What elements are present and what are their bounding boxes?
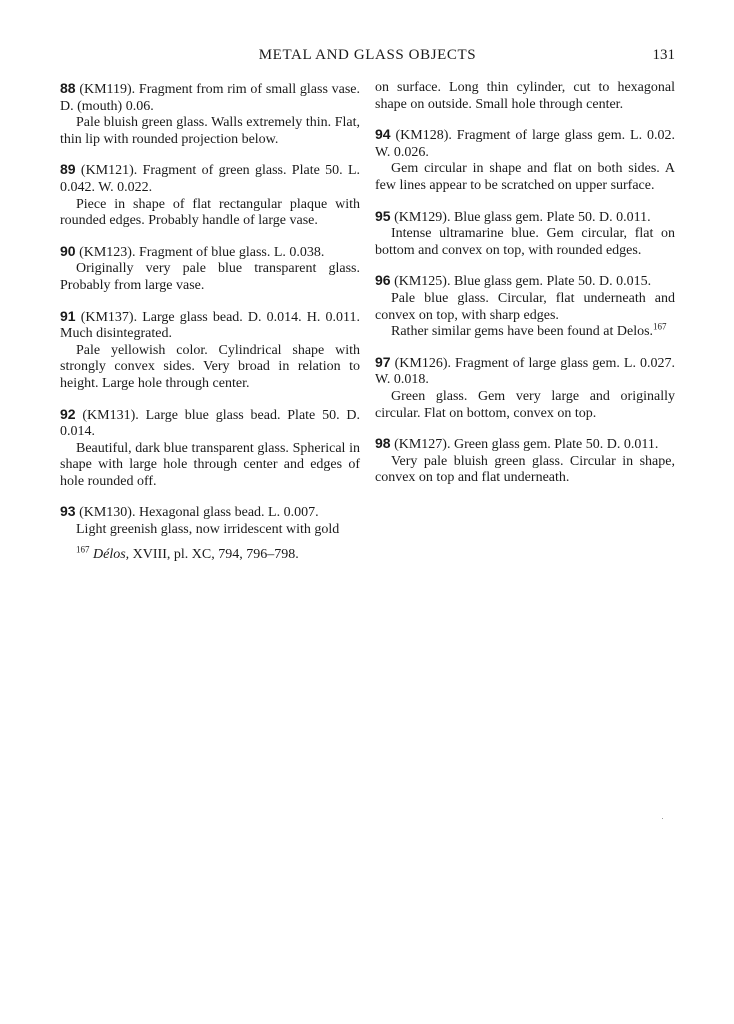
entry-number: 89 [60,161,76,178]
entry-lead: (KM127). Green glass gem. Plate 50. D. 0.011. [390,437,659,453]
entry-description: Very pale bluish green glass. Circular in shape, convex on top and flat underneath. [375,453,675,486]
entry-description: Green glass. Gem very large and originally circular. Flat on bottom, convex on top. [375,388,675,421]
left-column [60,80,360,563]
catalog-entry-91 [60,308,360,393]
footnote-source: Délos, [93,546,130,562]
entry-lead: (KM131). Large blue glass bead. Plate 50. D. 0.014. [60,407,360,440]
running-head: METAL AND GLASS OBJECTS [258,47,477,63]
entry-description: Gem circular in shape and flat on both sides. A few lines appear to be scratched on upper surface. [375,161,675,193]
entry-number: 90 [60,242,76,259]
catalog-entry-93 [60,503,360,538]
catalog-entry-98 [375,435,675,487]
catalog-entry-92 [60,406,360,491]
catalog-entry-89 [60,161,360,229]
entry-lead: (KM125). Blue glass gem. Plate 50. D. 0.015. [390,274,652,290]
entry-description: Pale bluish green glass. Walls extremely thin. Flat, thin lip with rounded projection below. [60,115,360,147]
entry-lead: (KM126). Fragment of large glass gem. L. 0.027. W. 0.018. [375,355,675,388]
catalog-entry-94 [375,126,675,194]
catalog-entry-90 [60,243,360,295]
entry-description: Pale yellowish color. Cylindrical shape with strongly convex sides. Very broad in relation to height. Large hole through center. [60,342,360,391]
entry-93-continuation: on surface. Long thin cylinder, cut to hexagonal shape on outside. Small hole through center. [375,80,675,112]
entry-number: 93 [60,503,76,520]
entry-number: 96 [375,272,391,289]
catalog-entry-96 [375,272,675,340]
right-column [375,80,675,500]
footnote-mark: 167 [76,544,90,554]
page-number: 131 [652,47,675,63]
entry-lead: (KM121). Fragment of green glass. Plate 50. L. 0.042. W. 0.022. [60,163,360,195]
entry-description: Intense ultramarine blue. Gem circular, flat on bottom and convex on top, with rounded edges. [375,226,675,258]
entry-number: 88 [60,80,76,96]
catalog-entry-95 [375,208,675,260]
entry-number: 95 [375,207,391,224]
entry-lead: (KM128). Fragment of large glass gem. L. 0.02. W. 0.026. [375,128,675,160]
entry-description: Originally very pale blue transparent glass. Probably from large vase. [60,261,360,293]
entry-description: Beautiful, dark blue transparent glass. Spherical in shape with large hole through center and edges of hole rounded off. [60,440,360,489]
entry-number: 97 [375,353,391,370]
page-header [60,47,675,67]
footnote-reference: 167 [653,321,667,332]
entry-description: Piece in shape of flat rectangular plaque with rounded edges. Probably handle of large vase. [60,196,360,229]
footnote-text: XVIII, pl. XC, 794, 796–798. [129,546,299,562]
page-speck [662,818,663,819]
entry-lead: (KM130). Hexagonal glass bead. L. 0.007. [75,505,319,521]
catalog-entry-97 [375,354,675,422]
catalog-entry-88 [60,80,360,148]
entry-description: Light greenish glass, now irridescent with gold [76,522,340,538]
entry-number: 92 [60,405,76,422]
entry-number: 94 [375,126,391,143]
entry-number: 98 [375,435,391,452]
entry-number: 91 [60,307,76,324]
entry-lead: (KM119). Fragment from rim of small glass vase. D. (mouth) 0.06. [60,82,360,114]
entry-lead: (KM137). Large glass bead. D. 0.014. H. 0.011. Much disintegrated. [60,309,360,342]
entry-description: Rather similar gems have been found at Delos. [391,324,654,340]
entry-note-line [375,321,675,341]
entry-description: Pale blue glass. Circular, flat underneath and convex on top, with sharp edges. [375,290,675,323]
footnote [60,544,360,564]
entry-lead: (KM129). Blue glass gem. Plate 50. D. 0.011. [390,209,651,225]
entry-lead: (KM123). Fragment of blue glass. L. 0.038. [75,244,325,260]
